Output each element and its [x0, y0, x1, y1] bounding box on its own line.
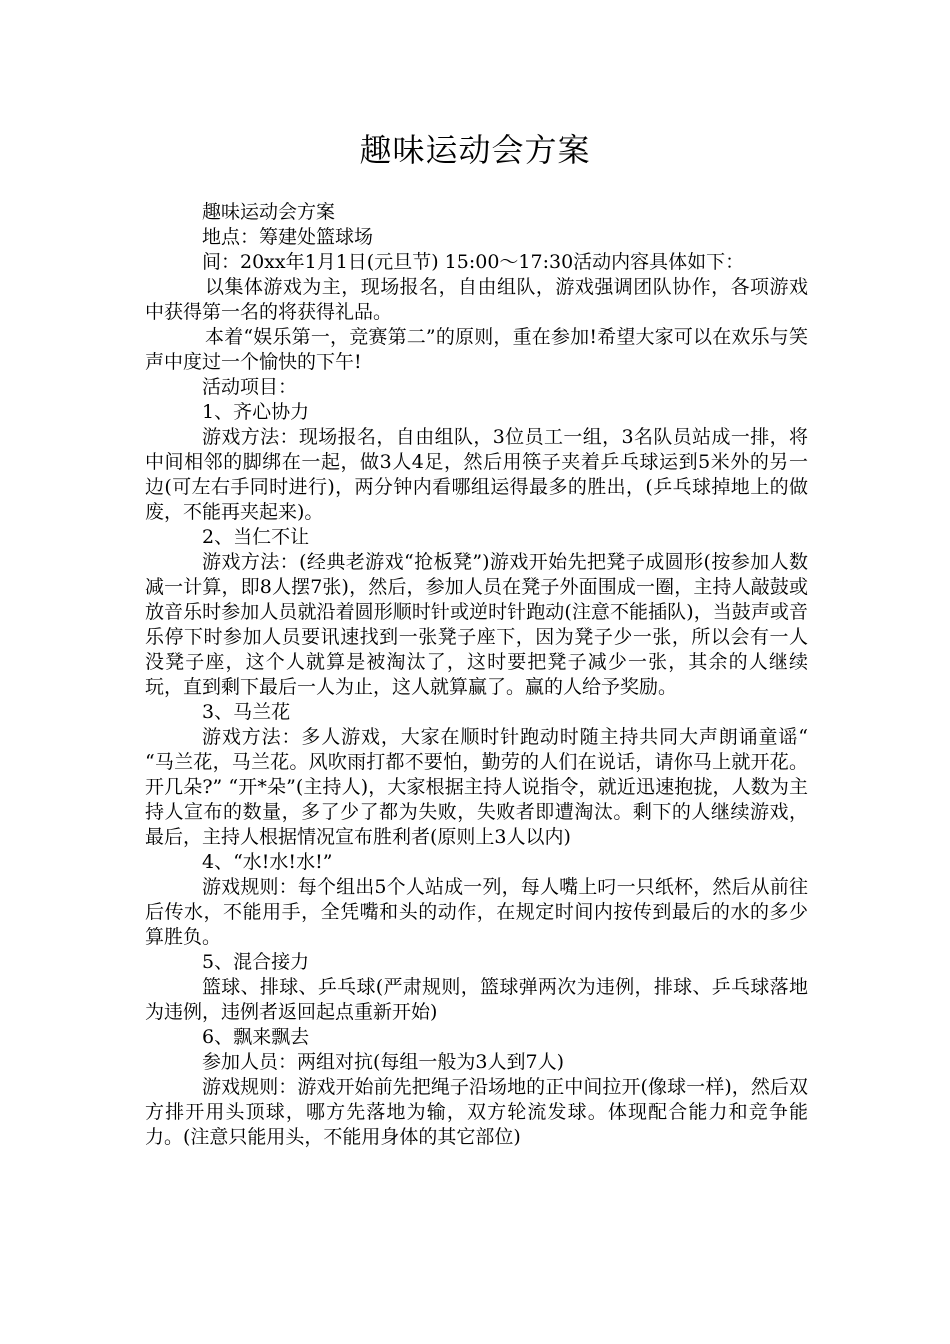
document-title: 趣味运动会方案: [359, 131, 591, 169]
item-6-text: 游戏规则：游戏开始前先把绳子沿场地的正中间拉开(像球一样)，然后双方排开用头顶球，哪方先落地为输，双方轮流发球。体现配合能力和竞争能力。(注意只能用头，不能用身体的其它部位): [145, 1076, 808, 1148]
paragraph-heading: 趣味运动会方案: [202, 201, 336, 223]
item-6-participants: 参加人员：两组对抗(每组一般为3人到7人): [202, 1051, 565, 1073]
document-body: [145, 200, 808, 1150]
item-4-text: 游戏规则：每个组出5个人站成一列，每人嘴上叼一只纸杯，然后从前往后传水，不能用手，全凭嘴和头的动作，在规定时间内按传到最后的水的多少算胜负。: [145, 876, 808, 948]
item-5-text: 篮球、排球、乒乓球(严肃规则，篮球弹两次为违例，排球、乒乓球落地为违例，违例者返回起点重新开始): [145, 976, 808, 1023]
item-1-text: 游戏方法：现场报名，自由组队，3位员工一组，3名队员站成一排，将中间相邻的脚绑在一起，做3人4足，然后用筷子夹着乒乓球运到5米外的另一边(可左右手同时进行)，两分钟内看哪组运得最多的胜出，(乒乓球掉地上的做废，不能再夹起来)。: [145, 426, 808, 523]
paragraph-intro: 以集体游戏为主，现场报名，自由组队，游戏强调团队协作，各项游戏中获得第一名的将获得礼品。: [145, 276, 808, 323]
paragraph-principle: 本着“娱乐第一，竞赛第二”的原则，重在参加!希望大家可以在欢乐与笑声中度过一个愉快的下午!: [145, 326, 808, 373]
item-5-heading: 5、混合接力: [202, 951, 310, 973]
item-3-text: 游戏方法：多人游戏，大家在顺时针跑动时随主持共同大声朗诵童谣“ “马兰花，马兰花。风吹雨打都不要怕，勤劳的人们在说话，请你马上就开花。开几朵?” “开*朵”(主持人)，大家根据主持人说指令，就近迅速抱拢，人数为主持人宣布的数量，多了少了都为失败，失败者即遭淘汰。剩下的人继续游戏，最后，主持人根据情况宣布胜利者(原则上3人以内): [145, 726, 808, 848]
paragraph-activities-heading: 活动项目：: [202, 376, 298, 398]
item-6-heading: 6、飘来飘去: [202, 1026, 310, 1048]
item-3-heading: 3、马兰花: [202, 701, 291, 723]
item-4-heading: 4、“水!水!水!”: [202, 851, 333, 873]
paragraph-location: 地点：筹建处篮球场: [202, 226, 374, 248]
item-1-heading: 1、齐心协力: [202, 401, 310, 423]
item-2-text: 游戏方法：(经典老游戏“抢板凳”)游戏开始先把凳子成圆形(按参加人数减一计算，即8人摆7张)，然后，参加人员在凳子外面围成一圈，主持人敲鼓或放音乐时参加人员就沿着圆形顺时针或逆时针跑动(注意不能插队)，当鼓声或音乐停下时参加人员要讯速找到一张凳子座下，因为凳子少一张，所以会有一人没凳子座，这个人就算是被淘汰了，这时要把凳子减少一张，其余的人继续玩，直到剩下最后一人为止，这人就算赢了。赢的人给予奖励。: [145, 551, 808, 698]
item-2-heading: 2、当仁不让: [202, 526, 310, 548]
paragraph-time: 间：20xx年1月1日(元旦节) 15:00～17:30活动内容具体如下：: [202, 251, 745, 273]
